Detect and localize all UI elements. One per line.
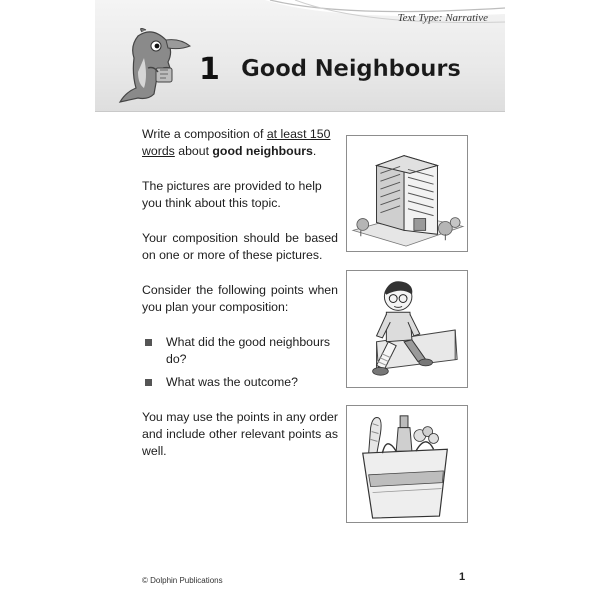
chapter-number: 1	[199, 52, 220, 87]
grocery-bag-icon	[347, 406, 467, 522]
p1-middle-text: about	[174, 144, 213, 158]
instruction-paragraph-5: You may use the points in any order and include other relevant points as well.	[142, 410, 338, 458]
boy-with-injured-leg-icon	[347, 271, 467, 387]
apartment-building-icon	[347, 136, 467, 251]
list-item-text: What did the good neighbours do?	[166, 335, 331, 366]
chapter-title: Good Neighbours	[241, 56, 461, 82]
guiding-points-list	[142, 334, 338, 391]
instruction-paragraph-3: Your composition should be based on one or more of these pictures.	[142, 231, 338, 262]
instructions-column	[142, 126, 338, 478]
square-bullet-icon	[145, 379, 152, 386]
picture-frame-building	[346, 135, 468, 252]
publisher-credit: © Dolphin Publications	[142, 576, 223, 585]
topic-text: good neighbours	[212, 144, 313, 158]
instruction-paragraph-1	[142, 126, 338, 160]
list-item-text: What was the outcome?	[166, 375, 298, 389]
p1-text: Write a composition of	[142, 127, 267, 141]
p1-end-text: .	[312, 144, 317, 158]
instruction-paragraph-4: Consider the following points when you plan your composition:	[142, 283, 338, 314]
list-item	[142, 334, 338, 368]
text-type-label: Text Type: Narrative	[397, 12, 488, 24]
instruction-paragraph-2: The pictures are provided to help you think about this topic.	[142, 179, 322, 210]
page-number: 1	[459, 571, 466, 583]
picture-frame-groceries	[346, 405, 468, 523]
square-bullet-icon	[145, 339, 152, 346]
word-count-requirement: at least 150 words	[142, 127, 331, 158]
list-item	[142, 374, 338, 391]
picture-frame-boy	[346, 270, 468, 388]
dolphin-mascot-icon	[108, 28, 194, 106]
